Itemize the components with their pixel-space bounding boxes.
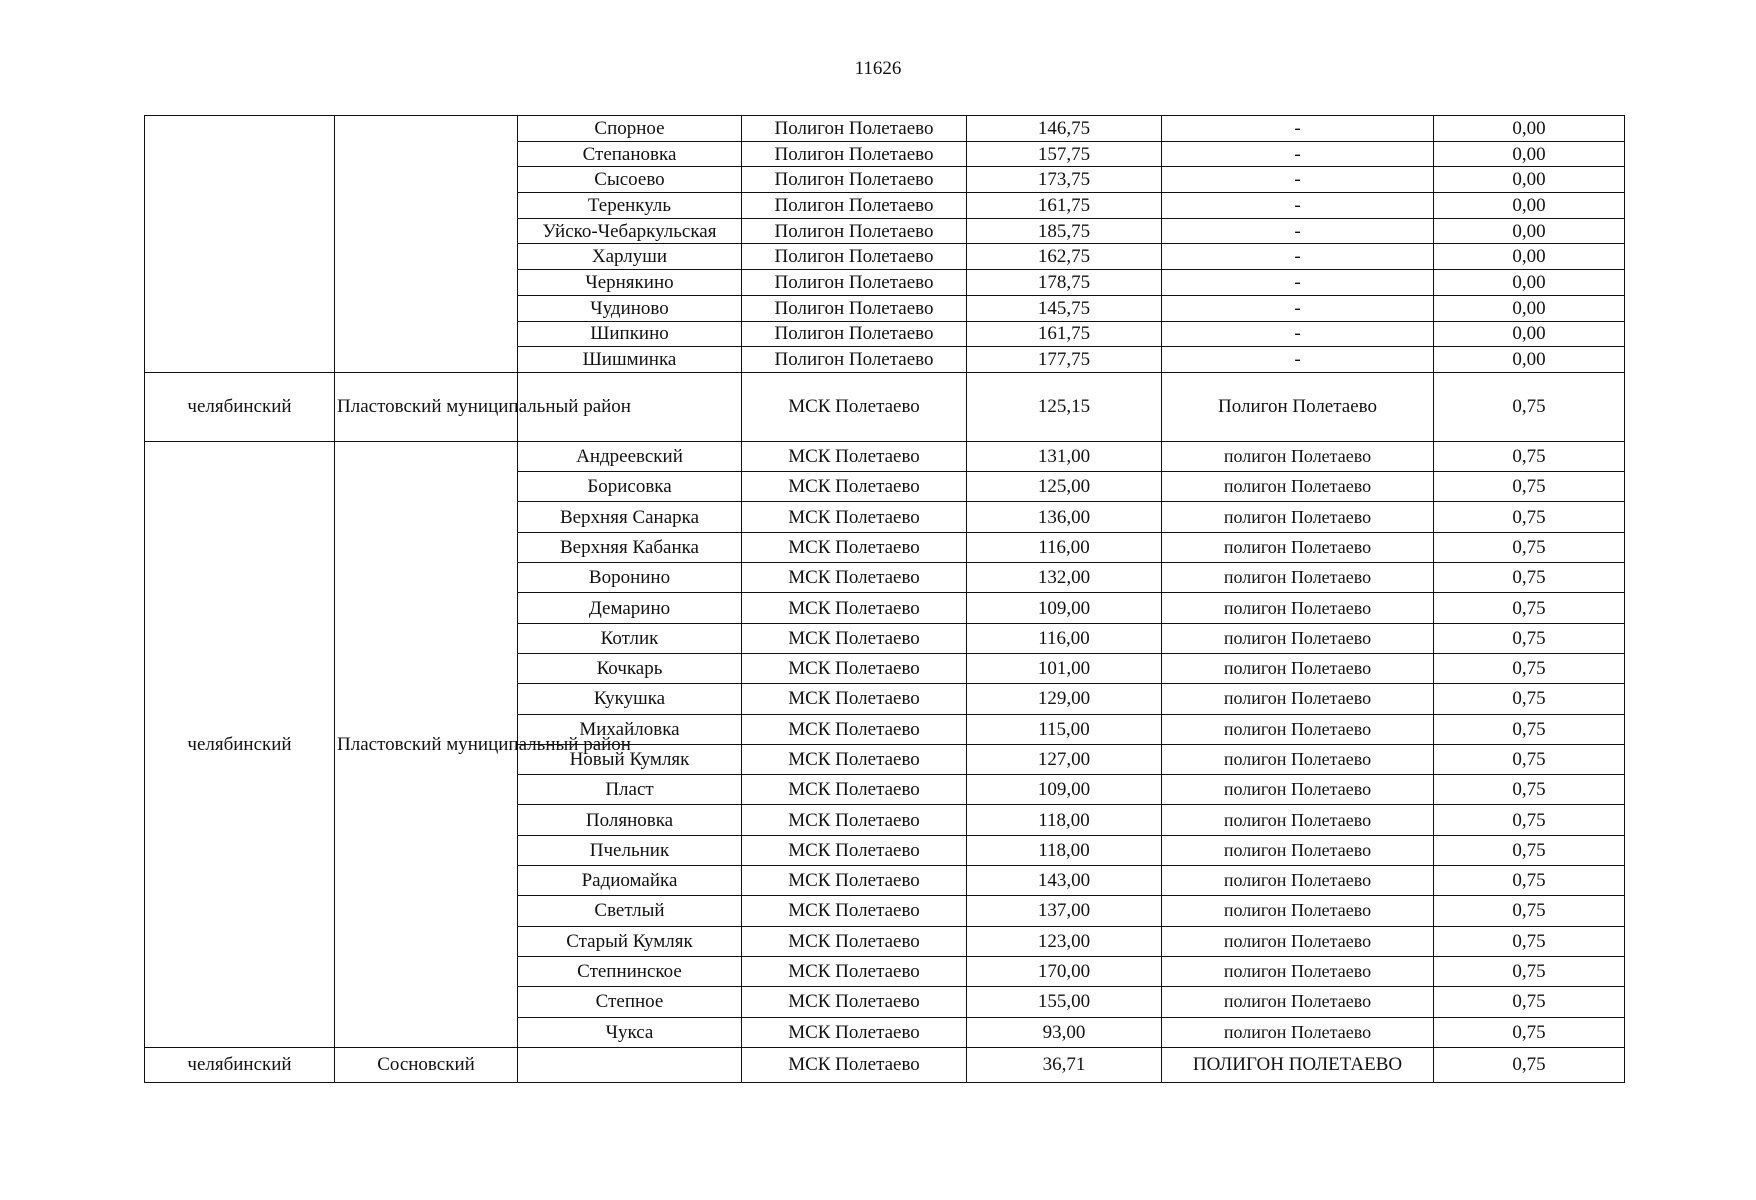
from-cell: МСК Полетаево [742,956,967,986]
distance-cell: 170,00 [967,956,1162,986]
table-row [145,441,1625,471]
distance-cell: 109,00 [967,775,1162,805]
from-cell: МСК Полетаево [742,835,967,865]
to-cell: полигон Полетаево [1162,866,1434,896]
distance-cell: 145,75 [967,295,1162,321]
to-cell: полигон Полетаево [1162,714,1434,744]
table-body [145,116,1625,1083]
to-cell: полигон Полетаево [1162,835,1434,865]
value-cell: 0,75 [1434,623,1625,653]
value-cell: 0,75 [1434,744,1625,774]
to-cell: полигон Полетаево [1162,623,1434,653]
from-cell: МСК Полетаево [742,593,967,623]
to-cell: ПОЛИГОН ПОЛЕТАЕВО [1162,1047,1434,1082]
to-cell: - [1162,167,1434,193]
table-row [145,116,1625,142]
from-cell: Полигон Полетаево [742,193,967,219]
table-row [145,372,1625,441]
value-cell: 0,00 [1434,321,1625,347]
locality-cell: Сысоево [518,167,742,193]
locality-cell: Теренкуль [518,193,742,219]
to-cell: полигон Полетаево [1162,896,1434,926]
to-cell: Полигон Полетаево [1162,372,1434,441]
from-cell: Полигон Полетаево [742,167,967,193]
district-cell: Пластовский муниципальный район [335,441,518,1047]
locality-cell: Кукушка [518,684,742,714]
from-cell: МСК Полетаево [742,896,967,926]
distance-cell: 185,75 [967,218,1162,244]
value-cell: 0,75 [1434,1017,1625,1047]
from-cell: МСК Полетаево [742,563,967,593]
value-cell: 0,00 [1434,167,1625,193]
from-cell: МСК Полетаево [742,775,967,805]
from-cell: Полигон Полетаево [742,270,967,296]
to-cell: - [1162,141,1434,167]
distance-cell: 131,00 [967,441,1162,471]
locality-cell: Уйско-Чебаркульская [518,218,742,244]
district-cell: Пластовский муниципальный район [335,372,518,441]
region-cell [145,116,335,373]
from-cell: МСК Полетаево [742,502,967,532]
value-cell: 0,00 [1434,295,1625,321]
value-cell: 0,00 [1434,270,1625,296]
locality-cell: Радиомайка [518,866,742,896]
to-cell: полигон Полетаево [1162,744,1434,774]
distance-cell: 125,15 [967,372,1162,441]
locality-cell: Михайловка [518,714,742,744]
locality-cell: Степановка [518,141,742,167]
from-cell: МСК Полетаево [742,441,967,471]
to-cell: - [1162,347,1434,373]
distance-cell: 178,75 [967,270,1162,296]
distance-cell: 161,75 [967,321,1162,347]
from-cell: МСК Полетаево [742,472,967,502]
from-cell: МСК Полетаево [742,987,967,1017]
page-number: 11626 [854,58,902,79]
value-cell: 0,75 [1434,956,1625,986]
locality-cell: Кочкарь [518,653,742,683]
distance-cell: 36,71 [967,1047,1162,1082]
value-cell: 0,75 [1434,472,1625,502]
distance-cell: 109,00 [967,593,1162,623]
locality-cell: Воронино [518,563,742,593]
locality-cell: Пчельник [518,835,742,865]
distance-cell: 93,00 [967,1017,1162,1047]
from-cell: Полигон Полетаево [742,321,967,347]
distance-cell: 136,00 [967,502,1162,532]
to-cell: полигон Полетаево [1162,502,1434,532]
from-cell: МСК Полетаево [742,866,967,896]
to-cell: полигон Полетаево [1162,956,1434,986]
distance-cell: 118,00 [967,835,1162,865]
to-cell: - [1162,295,1434,321]
value-cell: 0,75 [1434,987,1625,1017]
value-cell: 0,75 [1434,653,1625,683]
locality-cell: Пласт [518,775,742,805]
distance-cell: 116,00 [967,532,1162,562]
to-cell: полигон Полетаево [1162,653,1434,683]
locality-cell: Харлуши [518,244,742,270]
value-cell: 0,75 [1434,532,1625,562]
distance-cell: 157,75 [967,141,1162,167]
locality-cell: Старый Кумляк [518,926,742,956]
to-cell: - [1162,218,1434,244]
value-cell: 0,00 [1434,347,1625,373]
distance-cell: 118,00 [967,805,1162,835]
value-cell: 0,75 [1434,775,1625,805]
from-cell: МСК Полетаево [742,684,967,714]
distance-cell: 125,00 [967,472,1162,502]
region-cell: челябинский [145,1047,335,1082]
from-cell: МСК Полетаево [742,372,967,441]
distance-cell: 127,00 [967,744,1162,774]
from-cell: МСК Полетаево [742,1017,967,1047]
from-cell: МСК Полетаево [742,744,967,774]
from-cell: МСК Полетаево [742,805,967,835]
distance-cell: 116,00 [967,623,1162,653]
locality-cell: Верхняя Санарка [518,502,742,532]
to-cell: - [1162,321,1434,347]
locality-cell: Шипкино [518,321,742,347]
locality-cell: Котлик [518,623,742,653]
distance-cell: 129,00 [967,684,1162,714]
value-cell: 0,75 [1434,866,1625,896]
from-cell: МСК Полетаево [742,926,967,956]
locality-cell: Шишминка [518,347,742,373]
from-cell: МСК Полетаево [742,532,967,562]
to-cell: полигон Полетаево [1162,987,1434,1017]
value-cell: 0,75 [1434,372,1625,441]
from-cell: МСК Полетаево [742,653,967,683]
locality-cell: Чернякино [518,270,742,296]
value-cell: 0,00 [1434,218,1625,244]
distance-cell: 101,00 [967,653,1162,683]
locality-cell: Чукса [518,1017,742,1047]
to-cell: полигон Полетаево [1162,441,1434,471]
region-cell: челябинский [145,372,335,441]
locality-cell: Верхняя Кабанка [518,532,742,562]
to-cell: - [1162,244,1434,270]
region-cell: челябинский [145,441,335,1047]
district-cell: Сосновский [335,1047,518,1082]
from-cell: МСК Полетаево [742,714,967,744]
value-cell: 0,00 [1434,116,1625,142]
value-cell: 0,75 [1434,835,1625,865]
distance-cell: 162,75 [967,244,1162,270]
to-cell: полигон Полетаево [1162,563,1434,593]
locality-cell: Борисовка [518,472,742,502]
distance-cell: 115,00 [967,714,1162,744]
from-cell: МСК Полетаево [742,623,967,653]
value-cell: 0,75 [1434,896,1625,926]
locality-cell: Чудиново [518,295,742,321]
value-cell: 0,75 [1434,714,1625,744]
distance-cell: 161,75 [967,193,1162,219]
locality-cell: Новый Кумляк [518,744,742,774]
value-cell: 0,00 [1434,244,1625,270]
distance-cell: 143,00 [967,866,1162,896]
value-cell: 0,75 [1434,563,1625,593]
to-cell: - [1162,270,1434,296]
distance-cell: 123,00 [967,926,1162,956]
to-cell: полигон Полетаево [1162,593,1434,623]
value-cell: 0,75 [1434,684,1625,714]
to-cell: полигон Полетаево [1162,926,1434,956]
to-cell: полигон Полетаево [1162,472,1434,502]
value-cell: 0,75 [1434,441,1625,471]
locality-cell [518,1047,742,1082]
from-cell: Полигон Полетаево [742,218,967,244]
value-cell: 0,75 [1434,502,1625,532]
distance-cell: 177,75 [967,347,1162,373]
from-cell: Полигон Полетаево [742,347,967,373]
to-cell: полигон Полетаево [1162,805,1434,835]
to-cell: полигон Полетаево [1162,532,1434,562]
value-cell: 0,75 [1434,593,1625,623]
distance-cell: 155,00 [967,987,1162,1017]
value-cell: 0,00 [1434,141,1625,167]
to-cell: - [1162,193,1434,219]
transport-table [144,115,1625,1083]
locality-cell: Андреевский [518,441,742,471]
to-cell: полигон Полетаево [1162,775,1434,805]
distance-cell: 146,75 [967,116,1162,142]
to-cell: полигон Полетаево [1162,1017,1434,1047]
distance-cell: 173,75 [967,167,1162,193]
distance-cell: 137,00 [967,896,1162,926]
locality-cell: Степнинское [518,956,742,986]
from-cell: Полигон Полетаево [742,116,967,142]
table-row [145,1047,1625,1082]
locality-cell: Поляновка [518,805,742,835]
from-cell: Полигон Полетаево [742,295,967,321]
from-cell: Полигон Полетаево [742,244,967,270]
value-cell: 0,75 [1434,1047,1625,1082]
from-cell: МСК Полетаево [742,1047,967,1082]
to-cell: полигон Полетаево [1162,684,1434,714]
locality-cell: Демарино [518,593,742,623]
locality-cell: Степное [518,987,742,1017]
value-cell: 0,75 [1434,805,1625,835]
distance-cell: 132,00 [967,563,1162,593]
to-cell: - [1162,116,1434,142]
locality-cell: Спорное [518,116,742,142]
locality-cell: Светлый [518,896,742,926]
from-cell: Полигон Полетаево [742,141,967,167]
value-cell: 0,75 [1434,926,1625,956]
district-cell [335,116,518,373]
value-cell: 0,00 [1434,193,1625,219]
